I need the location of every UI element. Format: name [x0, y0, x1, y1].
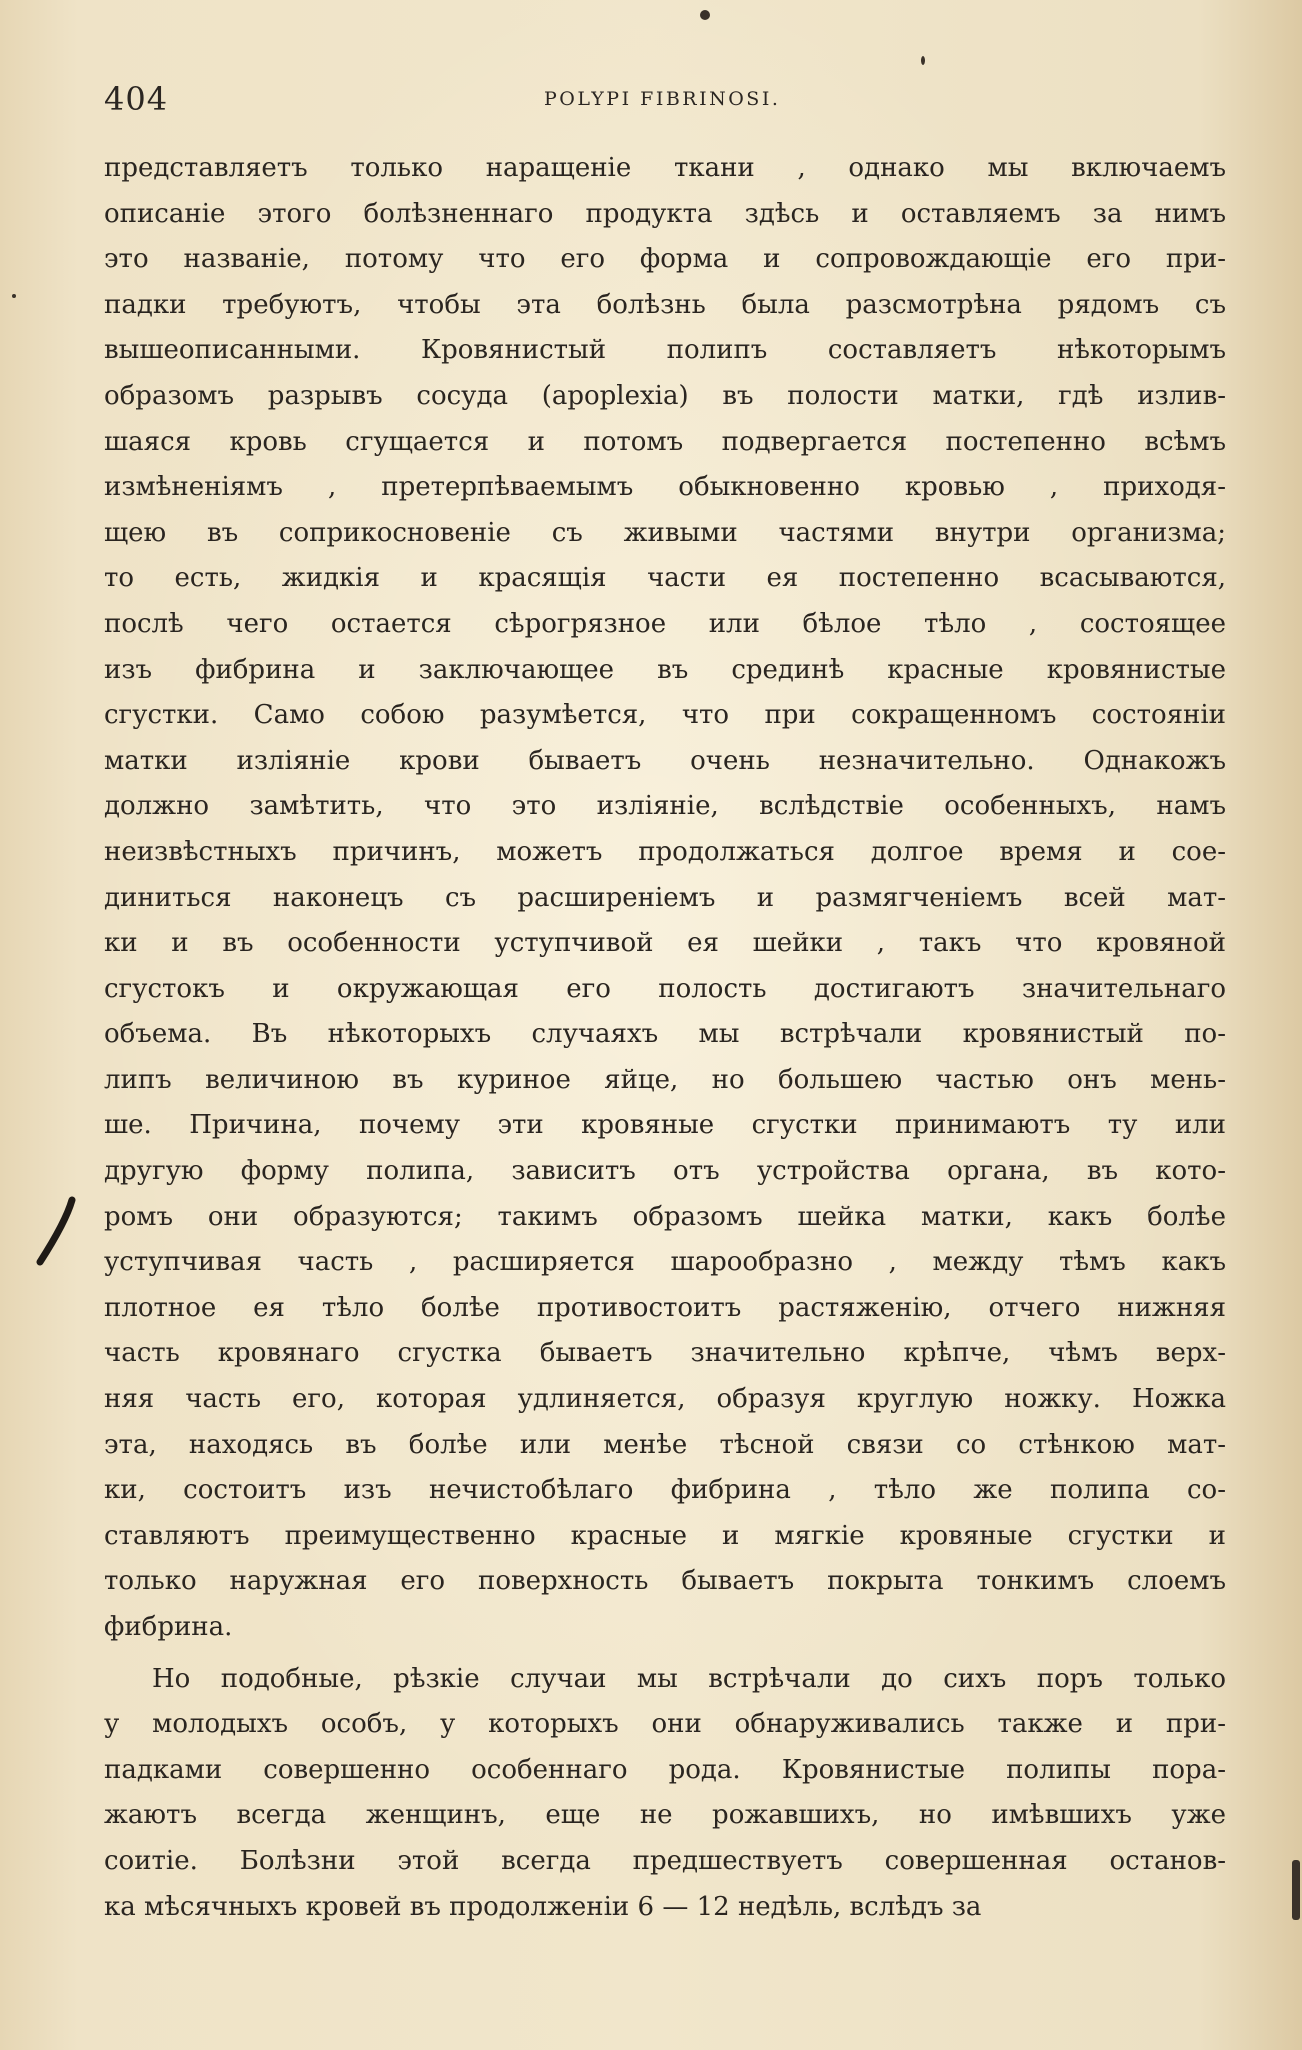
text-line: фибрина. [104, 1612, 233, 1642]
text-line: падками совершенно особеннаго рода. Кровянистые полипы пора- [104, 1754, 1226, 1785]
text-line: ки и въ особенности уступчивой ея шейки , такъ что кровяной [104, 928, 1226, 959]
ink-speck [921, 56, 925, 65]
text-line: няя часть его, которая удлиняется, образуя круглую ножку. Ножка [104, 1384, 1226, 1415]
text-line: ше. Причина, почему эти кровяные сгустки принимаютъ ту или [104, 1110, 1226, 1141]
text-line: другую форму полипа, зависитъ отъ устройства органа, въ кото- [104, 1156, 1226, 1187]
text-line: эта, находясь въ болѣе или менѣе тѣсной связи со стѣнкою мат- [104, 1429, 1226, 1460]
text-line: Но подобные, рѣзкіе случаи мы встрѣчали до сихъ поръ только [152, 1663, 1226, 1694]
margin-pencil-mark [28, 1196, 88, 1266]
text-line: ки, состоитъ изъ нечистобѣлаго фибрина , тѣло же полипа со- [104, 1475, 1226, 1506]
text-line: диниться наконецъ съ расширеніемъ и размягченіемъ всей мат- [104, 882, 1226, 913]
text-line: только наружная его поверхность бываетъ покрыта тонкимъ слоемъ [104, 1566, 1226, 1597]
ink-speck [1292, 1860, 1300, 1920]
ink-speck [12, 294, 16, 298]
page-header [104, 80, 1239, 120]
text-line: плотное ея тѣло болѣе противостоитъ растяженію, отчего нижняя [104, 1292, 1226, 1323]
page-number: 404 [104, 80, 169, 118]
text-line: изъ фибрина и заключающее въ срединѣ красные кровянистые [104, 654, 1226, 685]
text-line: часть кровянаго сгустка бываетъ значительно крѣпче, чѣмъ верх- [104, 1338, 1226, 1369]
text-line: неизвѣстныхъ причинъ, можетъ продолжаться долгое время и сое- [104, 836, 1226, 867]
body-text [104, 146, 1226, 1930]
text-line: то есть, жидкія и красящія части ея постепенно всасываются, [104, 563, 1226, 594]
text-line: ка мѣсячныхъ кровей въ продолженіи 6 — 12 недѣль, вслѣдъ за [104, 1891, 982, 1922]
text-line: сгустки. Само собою разумѣется, что при сокращенномъ состояніи [104, 700, 1226, 731]
text-line: у молодыхъ особъ, у которыхъ они обнаруживались также и при- [104, 1709, 1226, 1740]
text-line: падки требуютъ, чтобы эта болѣзнь была разсмотрѣна рядомъ съ [104, 289, 1226, 320]
text-line: липъ величиною въ куриное яйце, но большею частью онъ мень- [104, 1064, 1226, 1095]
text-line: должно замѣтить, что это изліяніе, вслѣдствіе особенныхъ, намъ [104, 791, 1226, 822]
text-line: измѣненіямъ , претерпѣваемымъ обыкновенно кровью , приходя- [104, 472, 1226, 503]
text-line: вышеописанными. Кровянистый полипъ составляетъ нѣкоторымъ [104, 335, 1226, 366]
text-line: образомъ разрывъ сосуда (apoplexia) въ полости матки, гдѣ излив- [104, 380, 1226, 411]
paragraph-1 [104, 146, 1226, 1651]
text-line: описаніе этого болѣзненнаго продукта здѣсь и оставляемъ за нимъ [104, 198, 1226, 229]
paragraph-2 [104, 1657, 1226, 1931]
text-line: уступчивая часть , расширяется шарообразно , между тѣмъ какъ [104, 1247, 1226, 1278]
text-line: послѣ чего остается сѣрогрязное или бѣлое тѣло , состоящее [104, 608, 1226, 639]
text-line: объема. Въ нѣкоторыхъ случаяхъ мы встрѣчали кровянистый по- [104, 1019, 1226, 1050]
text-line: жаютъ всегда женщинъ, еще не рожавшихъ, но имѣвшихъ уже [104, 1800, 1226, 1831]
text-line: это названіе, потому что его форма и сопровождающіе его при- [104, 244, 1226, 275]
text-line: представляетъ только наращеніе ткани , однако мы включаемъ [104, 153, 1226, 183]
text-line: матки изліяніе крови бываетъ очень незначительно. Однакожъ [104, 745, 1226, 776]
text-line: ставляютъ преимущественно красные и мягкіе кровяные сгустки и [104, 1520, 1226, 1551]
running-title: POLYPI FIBRINOSI. [544, 88, 781, 110]
text-line: шаяся кровь сгущается и потомъ подвергается постепенно всѣмъ [104, 426, 1226, 457]
text-line: сгустокъ и окружающая его полость достигаютъ значительнаго [104, 973, 1226, 1004]
ink-speck [700, 10, 710, 20]
text-line: соитіе. Болѣзни этой всегда предшествуетъ совершенная останов- [104, 1845, 1226, 1876]
text-line: щею въ соприкосновеніе съ живыми частями внутри организма; [104, 517, 1226, 548]
text-line: ромъ они образуются; такимъ образомъ шейка матки, какъ болѣе [104, 1201, 1226, 1232]
